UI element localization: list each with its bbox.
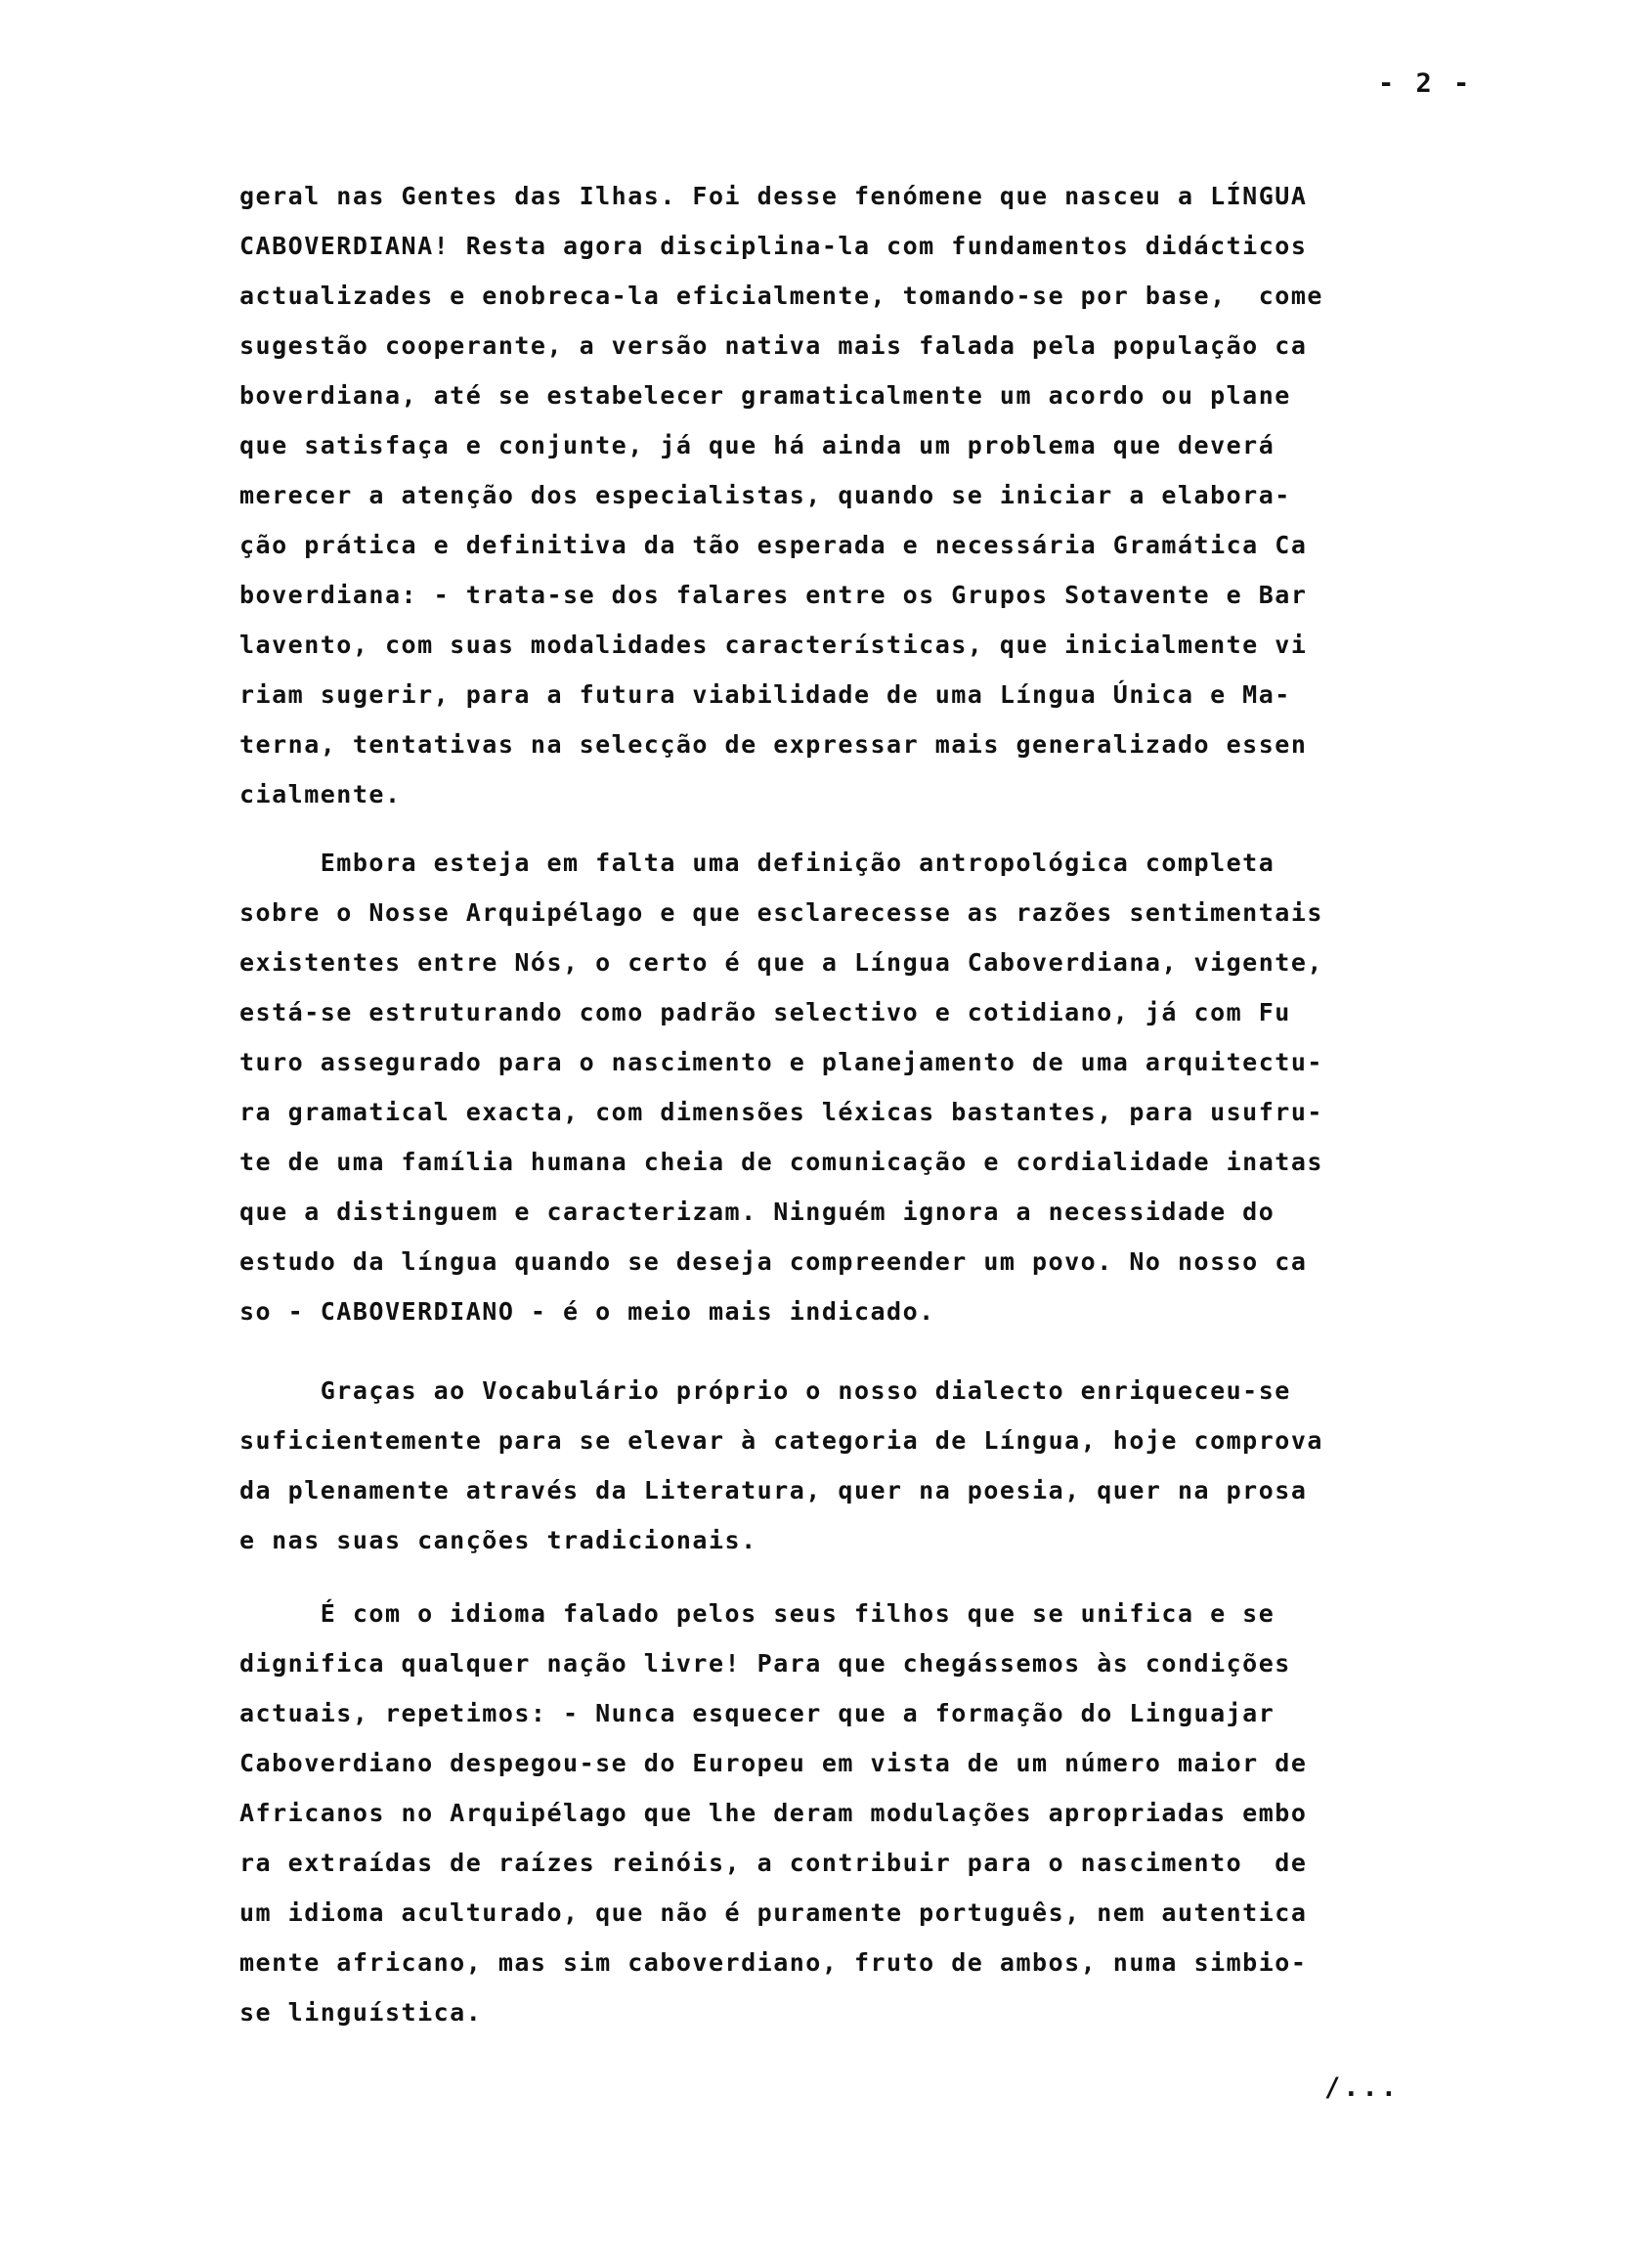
text-line: sugestão cooperante, a versão nativa mais falada pela população ca	[239, 331, 1308, 360]
text-line: boverdiana: - trata-se dos falares entre os Grupos Sotavente e Bar	[239, 581, 1308, 609]
text-line: Africanos no Arquipélago que lhe deram modulações apropriadas embo	[239, 1799, 1308, 1827]
text-line: um idioma aculturado, que não é puramente português, nem autentica	[239, 1898, 1308, 1927]
text-line: É com o idioma falado pelos seus filhos que se unifica e se	[239, 1599, 1275, 1628]
text-line: sobre o Nosse Arquipélago e que esclarecesse as razões sentimentais	[239, 898, 1323, 927]
text-line: CABOVERDIANA! Resta agora disciplina-la com fundamentos didácticos	[239, 232, 1308, 260]
text-line: e nas suas canções tradicionais.	[239, 1526, 757, 1554]
text-line: Embora esteja em falta uma definição antropológica completa	[239, 849, 1275, 877]
text-line: cialmente.	[239, 780, 402, 808]
text-line: lavento, com suas modalidades características, que inicialmente vi	[239, 631, 1308, 659]
text-line: existentes entre Nós, o certo é que a Língua Caboverdiana, vigente,	[239, 948, 1323, 977]
text-line: boverdiana, até se estabelecer gramaticalmente um acordo ou plane	[239, 381, 1291, 410]
text-line: suficientemente para se elevar à categoria de Língua, hoje comprova	[239, 1426, 1323, 1455]
text-line: Caboverdiano despegou-se do Europeu em vista de um número maior de	[239, 1749, 1308, 1777]
text-line: terna, tentativas na selecção de expressar mais generalizado essen	[239, 730, 1308, 759]
text-line: Graças ao Vocabulário próprio o nosso dialecto enriqueceu-se	[239, 1376, 1291, 1405]
text-line: dignifica qualquer nação livre! Para que chegássemos às condições	[239, 1649, 1291, 1678]
text-line: da plenamente através da Literatura, quer na poesia, quer na prosa	[239, 1476, 1308, 1505]
page-number: - 2 -	[1378, 68, 1473, 99]
text-line: actuais, repetimos: - Nunca esquecer que a formação do Linguajar	[239, 1699, 1275, 1727]
text-line: merecer a atenção dos especialistas, quando se iniciar a elabora-	[239, 481, 1291, 509]
continuation-mark: /...	[1324, 2072, 1401, 2103]
text-line: turo assegurado para o nascimento e planejamento de uma arquitectu-	[239, 1048, 1323, 1076]
text-line: que a distinguem e caracterizam. Ninguém ignora a necessidade do	[239, 1198, 1275, 1226]
document-body	[239, 171, 1427, 2037]
text-line: ção prática e definitiva da tão esperada e necessária Gramática Ca	[239, 531, 1308, 559]
text-line: so - CABOVERDIANO - é o meio mais indicado.	[239, 1297, 935, 1326]
text-line: se linguística.	[239, 1998, 483, 2027]
paragraph	[239, 171, 1427, 819]
paragraph	[239, 838, 1427, 1336]
text-line: que satisfaça e conjunte, já que há ainda um problema que deverá	[239, 431, 1275, 459]
text-line: ra gramatical exacta, com dimensões léxicas bastantes, para usufru-	[239, 1098, 1323, 1126]
text-line: riam sugerir, para a futura viabilidade de uma Língua Única e Ma-	[239, 680, 1291, 709]
text-line: estudo da língua quando se deseja compreender um povo. No nosso ca	[239, 1247, 1308, 1276]
paragraph	[239, 1589, 1427, 2037]
text-line: mente africano, mas sim caboverdiano, fruto de ambos, numa simbio-	[239, 1948, 1308, 1977]
text-line: está-se estruturando como padrão selectivo e cotidiano, já com Fu	[239, 998, 1291, 1026]
text-line: ra extraídas de raízes reinóis, a contribuir para o nascimento de	[239, 1849, 1308, 1877]
paragraph	[239, 1366, 1427, 1565]
text-line: actualizades e enobreca-la eficialmente, tomando-se por base, come	[239, 282, 1323, 310]
text-line: te de uma família humana cheia de comunicação e cordialidade inatas	[239, 1148, 1323, 1176]
text-line: geral nas Gentes das Ilhas. Foi desse fenómene que nasceu a LÍNGUA	[239, 182, 1308, 210]
